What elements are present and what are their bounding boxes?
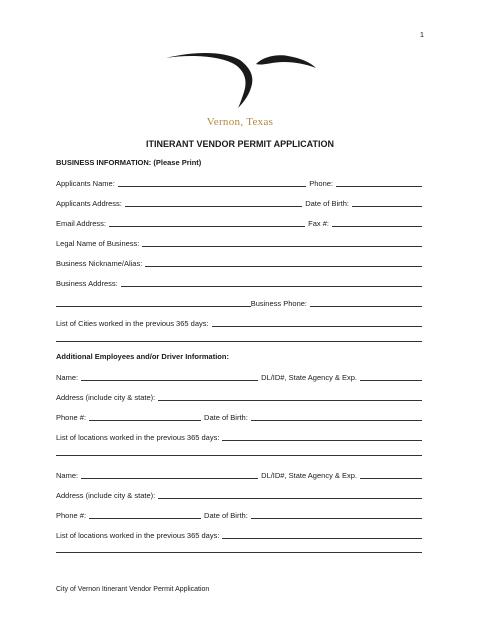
cities-worked-row xyxy=(56,316,422,328)
employee-2-dl-field[interactable] xyxy=(360,469,422,479)
employee-2-locations-field[interactable] xyxy=(222,529,422,539)
employee-1-phone-field[interactable] xyxy=(89,411,201,421)
business-info-heading: BUSINESS INFORMATION: (Please Print) xyxy=(56,158,202,167)
employee-2-phone-field[interactable] xyxy=(89,509,201,519)
employee-1-dl-label: DL/ID#, State Agency & Exp. xyxy=(261,373,357,382)
employee-2-phone-row xyxy=(56,508,422,520)
cities-worked-field[interactable] xyxy=(212,317,422,327)
employee-1-dl-field[interactable] xyxy=(360,371,422,381)
fax-label: Fax #: xyxy=(308,219,329,228)
applicants-address-label: Applicants Address: xyxy=(56,199,122,208)
logo-text: Vernon, Texas xyxy=(206,116,274,128)
city-logo xyxy=(160,50,320,132)
employee-1-address-row xyxy=(56,390,422,402)
employee-2-phone-label: Phone #: xyxy=(56,511,87,520)
legal-name-row xyxy=(56,236,422,248)
phone-field[interactable] xyxy=(336,177,422,187)
business-address-continued-field[interactable] xyxy=(56,297,251,307)
business-address-field[interactable] xyxy=(121,277,422,287)
employee-2-name-field[interactable] xyxy=(81,469,258,479)
cities-worked-field-continued[interactable] xyxy=(56,341,422,342)
applicants-name-row xyxy=(56,176,422,188)
employee-1-name-field[interactable] xyxy=(81,371,258,381)
form-title: ITINERANT VENDOR PERMIT APPLICATION xyxy=(145,139,334,149)
employee-1-name-row xyxy=(56,370,422,382)
date-of-birth-label: Date of Birth: xyxy=(305,199,349,208)
business-phone-row xyxy=(56,296,422,308)
employee-1-locations-field-continued[interactable] xyxy=(56,455,422,456)
employee-2-address-row xyxy=(56,488,422,500)
business-address-label: Business Address: xyxy=(56,279,118,288)
applicants-address-row xyxy=(56,196,422,208)
business-phone-field[interactable] xyxy=(310,297,422,307)
employees-heading: Additional Employees and/or Driver Information: xyxy=(56,352,229,361)
legal-name-label: Legal Name of Business: xyxy=(56,239,140,248)
nickname-field[interactable] xyxy=(145,257,422,267)
employee-2-locations-row xyxy=(56,528,422,540)
longhorn-horns-logo-icon xyxy=(160,50,320,112)
nickname-label: Business Nickname/Alias: xyxy=(56,259,143,268)
employee-1-phone-row xyxy=(56,410,422,422)
email-row xyxy=(56,216,422,228)
page-footer: City of Vernon Itinerant Vendor Permit Application xyxy=(56,586,210,593)
employee-1-locations-label: List of locations worked in the previous 365 days: xyxy=(56,433,220,442)
employee-2-name-row xyxy=(56,468,422,480)
employee-1-name-label: Name: xyxy=(56,373,79,382)
employee-2-locations-field-continued[interactable] xyxy=(56,552,422,553)
phone-label: Phone: xyxy=(309,179,333,188)
applicants-name-label: Applicants Name: xyxy=(56,179,115,188)
employee-1-dob-field[interactable] xyxy=(251,411,422,421)
employee-1-phone-label: Phone #: xyxy=(56,413,87,422)
employee-2-dl-label: DL/ID#, State Agency & Exp. xyxy=(261,471,357,480)
cities-worked-label: List of Cities worked in the previous 365 days: xyxy=(56,319,209,328)
business-phone-label: Business Phone: xyxy=(250,299,307,308)
employee-1-locations-field[interactable] xyxy=(222,431,422,441)
fax-field[interactable] xyxy=(332,217,422,227)
employee-2-address-label: Address (include city & state): xyxy=(56,491,156,500)
email-label: Email Address: xyxy=(56,219,107,228)
employee-1-address-label: Address (include city & state): xyxy=(56,393,156,402)
employee-1-locations-row xyxy=(56,430,422,442)
date-of-birth-field[interactable] xyxy=(352,197,422,207)
nickname-row xyxy=(56,256,422,268)
employee-2-address-field[interactable] xyxy=(158,489,422,499)
business-address-row xyxy=(56,276,422,288)
employee-2-dob-field[interactable] xyxy=(251,509,422,519)
employee-1-dob-label: Date of Birth: xyxy=(204,413,248,422)
email-field[interactable] xyxy=(109,217,305,227)
applicants-address-field[interactable] xyxy=(125,197,302,207)
applicants-name-field[interactable] xyxy=(118,177,306,187)
page-number: 1 xyxy=(419,30,424,39)
employee-2-name-label: Name: xyxy=(56,471,79,480)
legal-name-field[interactable] xyxy=(142,237,422,247)
employee-1-address-field[interactable] xyxy=(158,391,422,401)
employee-2-locations-label: List of locations worked in the previous 365 days: xyxy=(56,531,220,540)
employee-2-dob-label: Date of Birth: xyxy=(204,511,248,520)
